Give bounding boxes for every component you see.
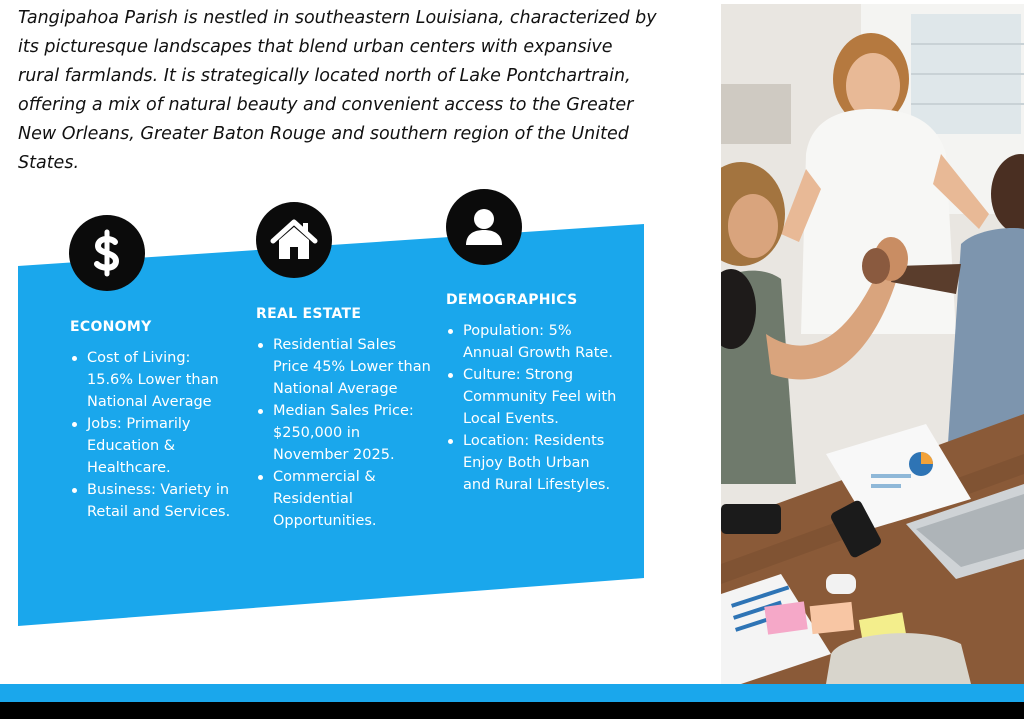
real-estate-list bbox=[256, 334, 431, 532]
team-photo bbox=[721, 4, 1024, 684]
real-estate-heading: REAL ESTATE bbox=[256, 306, 362, 322]
economy-icon-circle bbox=[69, 215, 145, 291]
demographics-list bbox=[446, 320, 621, 496]
economy-column bbox=[70, 319, 240, 523]
list-item: Residential Sales Price 45% Lower than National Average bbox=[256, 334, 431, 400]
list-item: Culture: Strong Community Feel with Local Events. bbox=[446, 364, 621, 430]
real-estate-column bbox=[256, 306, 431, 532]
list-item: Commercial & Residential Opportunities. bbox=[256, 466, 431, 532]
footer-blue-bar bbox=[0, 684, 1024, 702]
intro-paragraph: Tangipahoa Parish is nestled in southeastern Louisiana, characterized by its picturesque landscapes that blend urban centers with expansive rural farmlands. It is strategically located north of Lake Pontchartrain, offering a mix of natural beauty and convenient access to the Greater New Orleans, Greater Baton Rouge and southern region of the United States. bbox=[18, 8, 657, 173]
house-icon bbox=[267, 213, 321, 267]
list-item: Population: 5% Annual Growth Rate. bbox=[446, 320, 621, 364]
dollar-icon bbox=[80, 226, 134, 280]
list-item: Median Sales Price: $250,000 in November 2025. bbox=[256, 400, 431, 466]
list-item: Location: Residents Enjoy Both Urban and Rural Lifestyles. bbox=[446, 430, 621, 496]
list-item: Cost of Living: 15.6% Lower than National Average bbox=[70, 347, 240, 413]
real-estate-icon-circle bbox=[256, 202, 332, 278]
person-icon bbox=[457, 200, 511, 254]
demographics-heading: DEMOGRAPHICS bbox=[446, 292, 578, 308]
economy-list bbox=[70, 347, 240, 523]
economy-heading: ECONOMY bbox=[70, 319, 152, 335]
list-item: Business: Variety in Retail and Services. bbox=[70, 479, 240, 523]
demographics-icon-circle bbox=[446, 189, 522, 265]
demographics-column bbox=[446, 292, 621, 496]
footer-black-bar bbox=[0, 702, 1024, 719]
team-high-five-image bbox=[721, 4, 1024, 684]
list-item: Jobs: Primarily Education & Healthcare. bbox=[70, 413, 240, 479]
